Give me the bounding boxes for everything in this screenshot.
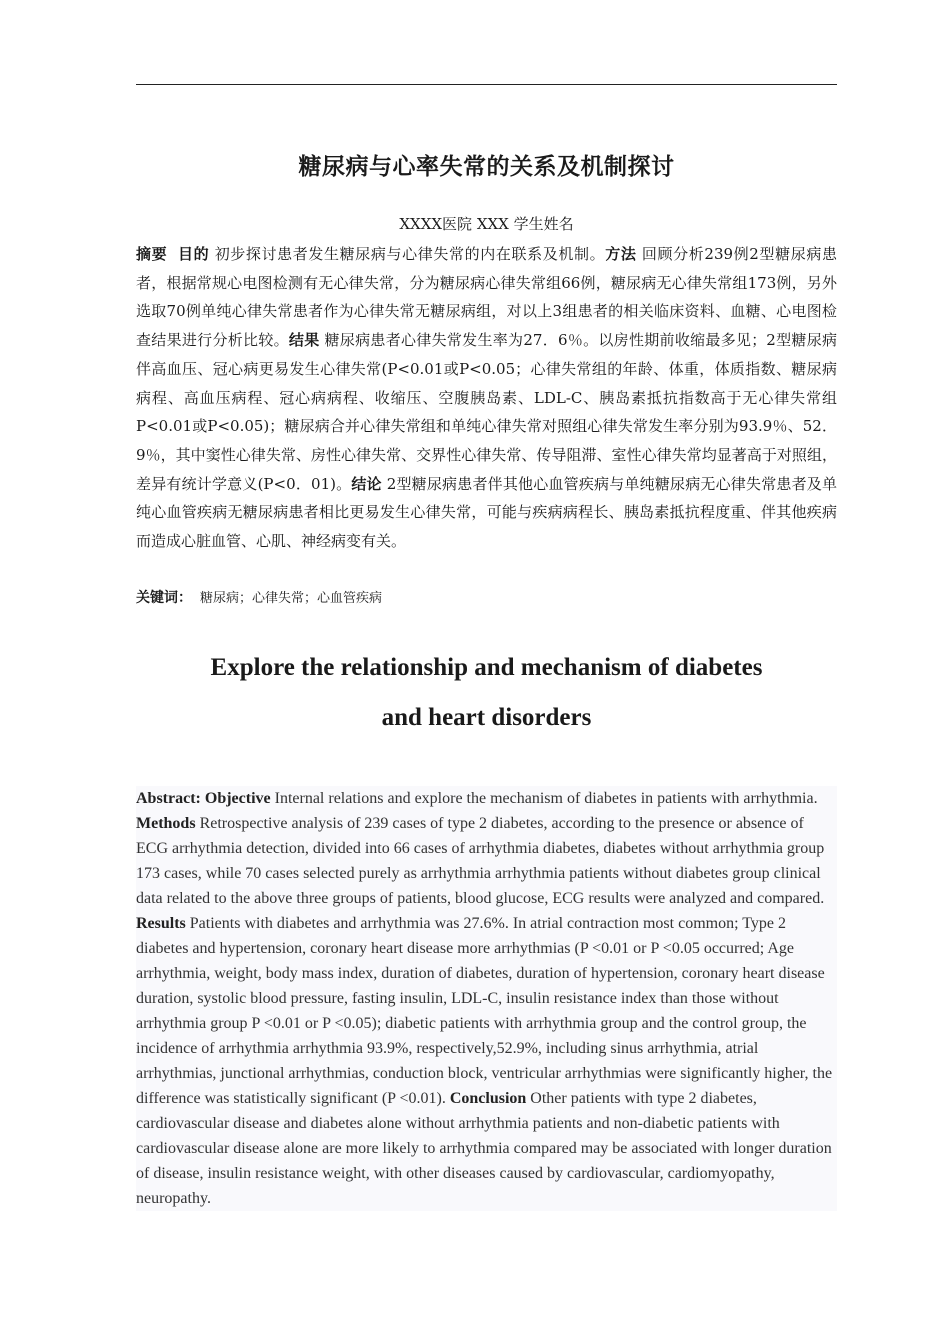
methods-label: 方法 (605, 245, 637, 263)
results-label: 结果 (288, 331, 320, 350)
en-results-label: Results (136, 915, 186, 932)
en-conclusion-label: Conclusion (449, 1090, 527, 1107)
en-abstract-label: Abstract: (136, 790, 201, 807)
en-objective-label: Objective (204, 790, 271, 807)
en-methods-text: Retrospective analysis of 239 cases of type 2 diabetes, according to the presence or absence of ECG arrhythmia detection, divided into 66 cases of arrhythmia diabetes, diabetes without arrhythmia group 173 cases, while 70 cases selected purely as arrhythmia arrhythmia patients without diabetes group clinical data related to the above three groups of patients, blood glucose, ECG results were analyzed and compared. (136, 815, 825, 907)
conclusion-label: 结论 (351, 474, 382, 493)
abstract-label: 摘要 (136, 245, 168, 263)
english-title (136, 643, 837, 743)
en-methods-label: Methods (136, 815, 196, 832)
chinese-title: 糖尿病与心率失常的关系及机制探讨 (298, 153, 675, 180)
en-results-text: Patients with diabetes and arrhythmia was 27.6%. In atrial contraction most common; Type 2 diabetes and hypertension, coronary heart disease more arrhythmias (P <0.01 or P <0.05 occurred; Age arrhythmia, weight, body mass index, duration of diabetes, duration of hypertension, coronary heart disease duration, systolic blood pressure, fasting insulin, LDL-C, insulin resistance index than those without arrhythmia group P <0.01 or P <0.05); diabetic patients with arrhythmia group and the control group, the incidence of arrhythmia arrhythmia 93.9%, respectively,52.9%, including sinus arrhythmia, atrial arrhythmias, junctional arrhythmias, conduction block, ventricular arrhythmias were significantly higher, the difference was statistically significant (P <0.01). (136, 915, 833, 1107)
methods-text: 回顾分析239例2型糖尿病患者，根据常规心电图检测有无心律失常，分为糖尿病心律失常组66例，糖尿病无心律失常组173例，另外选取70例单纯心律失常患者作为心律失常无糖尿病组，对以上3组患者的相关临床资料、血糖、心电图检查结果进行分析比较。 (136, 245, 837, 350)
objective-label: 目的 (178, 245, 210, 263)
en-objective-text: Internal relations and explore the mechanism of diabetes in patients with arrhythmia. (270, 790, 818, 807)
conclusion-text: 2型糖尿病患者伴其他心血管疾病与单纯糖尿病无心律失常患者及单纯心血管疾病无糖尿病患者相比更易发生心律失常，可能与疾病病程长、胰岛素抵抗程度重、伴其他疾病而造成心脏血管、心肌、神经病变有关。 (136, 474, 837, 551)
en-conclusion-text: Other patients with type 2 diabetes, cardiovascular disease and diabetes alone without arrhythmia patients and non-diabetic patients with cardiovascular disease alone are more likely to arrhythmia compared may be associated with longer duration of disease, insulin resistance weight, with other diseases caused by cardiovascular, cardiomyopathy, neuropathy. (136, 1090, 832, 1207)
chinese-abstract (136, 240, 837, 556)
english-title-line-1: Explore the relationship and mechanism of diabetes (210, 654, 763, 681)
english-abstract (136, 786, 837, 1211)
results-text: 糖尿病患者心律失常发生率为27．6％。以房性期前收缩最多见；2型糖尿病伴高血压、冠心病更易发生心律失常(P<0.01或P<0.05；心律失常组的年龄、体重，体质指数、糖尿病病程、高血压病程、冠心病病程、收缩压、空腹胰岛素、LDL-C、胰岛素抵抗指数高于无心律失常组P<0.01或P<0.05)；糖尿病合并心律失常组和单纯心律失常对照组心律失常发生率分别为93.9％、52．9％，其中窦性心律失常、房性心律失常、交界性心律失常、传导阻滞、室性心律失常均显著高于对照组，差异有统计学意义(P<0．01)。 (136, 331, 837, 493)
author-line: XXXX医院 XXX 学生姓名 (399, 215, 574, 233)
keywords-label: 关键词： (136, 590, 192, 606)
objective-text: 初步探讨患者发生糖尿病与心律失常的内在联系及机制。 (209, 245, 606, 263)
keywords-text: 糖尿病；心律失常；心血管疾病 (200, 591, 383, 606)
chinese-keywords (136, 587, 837, 607)
english-title-line-2: and heart disorders (381, 704, 592, 731)
header-rule (136, 84, 837, 85)
